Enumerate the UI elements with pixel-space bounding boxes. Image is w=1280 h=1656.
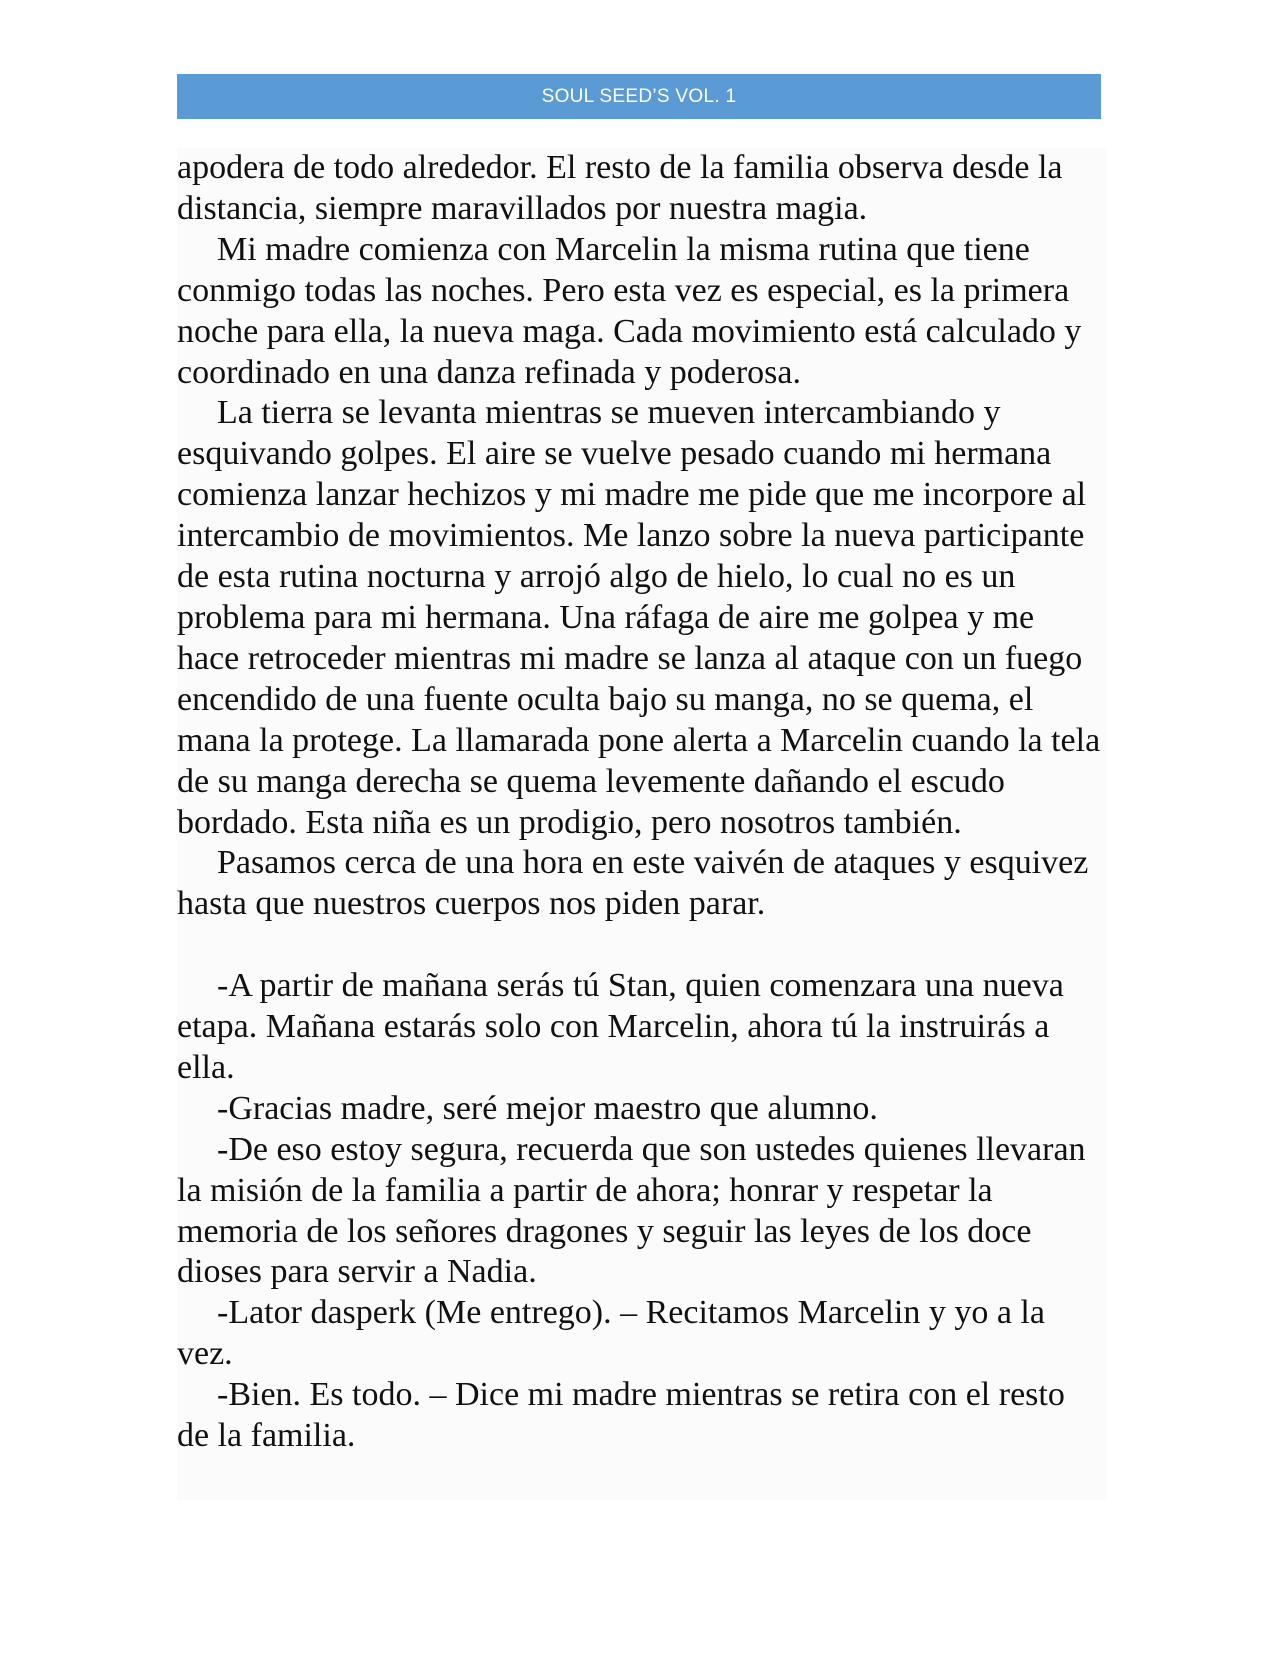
page-body [177,148,1101,1457]
dialogue-line: -De eso estoy segura, recuerda que son ustedes quienes llevaran la misión de la familia a partir de ahora; honrar y respetar la memoria de los señores dragones y seguir las leyes de los doce dioses para servir a Nadia. [177,1130,1086,1291]
paragraph: apodera de todo alrededor. El resto de la familia observa desde la distancia, siempre maravillados por nuestra magia. [177,149,1063,227]
paragraph: La tierra se levanta mientras se mueven intercambiando y esquivando golpes. El aire se vuelve pesado cuando mi hermana comienza lanzar hechizos y mi madre me pide que me incorpore al intercambio de movimientos. Me lanzo sobre la nueva participante de esta rutina nocturna y arrojó algo de hielo, lo cual no es un problema para mi hermana. Una ráfaga de aire me golpea y me hace retroceder mientras mi madre se lanza al ataque con un fuego encendido de una fuente oculta bajo su manga, no se quema, el mana la protege. La llamarada pone alerta a Marcelin cuando la tela de su manga derecha se quema levemente dañando el escudo bordado. Esta niña es un prodigio, pero nosotros también. [177,394,1101,841]
dialogue-line: -Bien. Es todo. – Dice mi madre mientras se retira con el resto de la familia. [177,1376,1065,1455]
dialogue-line: -Lator dasperk (Me entrego). – Recitamos Marcelin y yo a la vez. [177,1294,1045,1373]
paragraph-spacer [177,925,1101,966]
header-title: SOUL SEED’S VOL. 1 [541,86,737,107]
dialogue-line: -Gracias madre, seré mejor maestro que alumno. [217,1089,878,1127]
paragraph: Pasamos cerca de una hora en este vaivén de ataques y esquivez hasta que nuestros cuerpos nos piden parar. [177,844,1089,923]
dialogue-line: -A partir de mañana serás tú Stan, quien comenzara una nueva etapa. Mañana estarás solo con Marcelin, ahora tú la instruirás a ella. [177,967,1064,1086]
running-header [177,74,1101,119]
paragraph: Mi madre comienza con Marcelin la misma rutina que tiene conmigo todas las noches. Pero esta vez es especial, es la primera noche para ella, la nueva maga. Cada movimiento está calculado y coordinado en una danza refinada y poderosa. [177,230,1082,391]
